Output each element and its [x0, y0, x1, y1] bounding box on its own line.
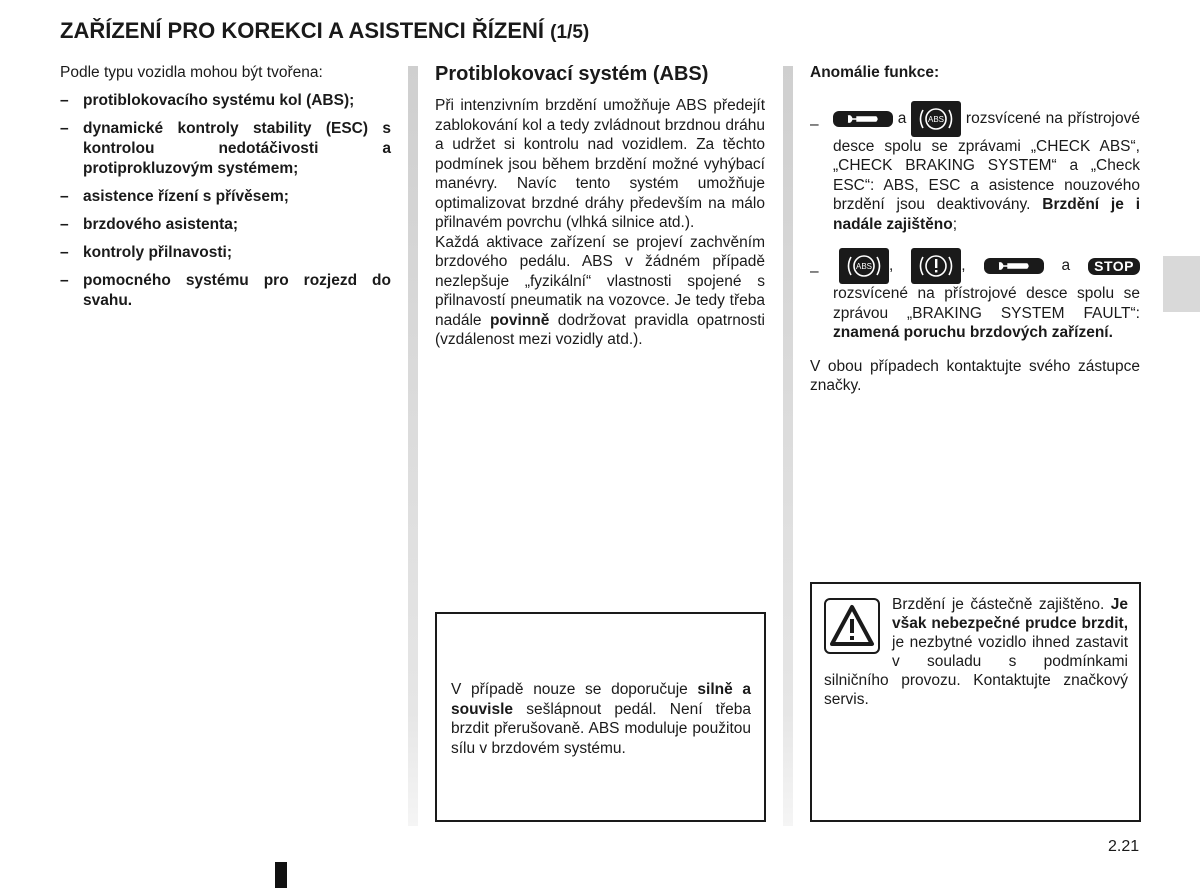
- emergency-note-box: [435, 612, 766, 822]
- list-item: – kontroly přilnavosti;: [60, 244, 232, 261]
- page-title: ZAŘÍZENÍ PRO KOREKCI A ASISTENCI ŘÍZENÍ (1/5): [60, 18, 590, 43]
- abs-section: [435, 62, 765, 350]
- malfunction-entry: – ABS , , a STOP rozsvícené na přístrojové desce spolu se zprávou „BRAKING SYSTEM FAULT“: znamená poruchu brzdových zařízení.: [810, 248, 1140, 343]
- stop-warning-icon: STOP: [1088, 258, 1140, 275]
- wrench-warning-icon: [833, 111, 893, 127]
- brake-warning-icon: [911, 248, 961, 284]
- chapter-tab-marker: [1163, 256, 1200, 312]
- crop-mark: [275, 862, 287, 888]
- malfunction-section: [810, 63, 1140, 396]
- abs-warning-icon: [911, 101, 961, 137]
- list-item: – pomocného systému pro rozjezd do svahu.: [60, 272, 391, 309]
- list-item: – brzdového asistenta;: [60, 216, 239, 233]
- list-item: – asistence řízení s přívěsem;: [60, 188, 289, 205]
- device-list: [60, 91, 391, 311]
- malfunction-entry: – a ABS rozsvícené na přístrojové desce spolu se zprávami „CHECK ABS“, „CHECK BRAKING SYSTEM“ a „Check ESC“: ABS, ESC a asistence nouzového brzdění jsou deaktivovány. Brzdění je i nadále zajištěno;: [810, 101, 1140, 235]
- contact-dealer-text: V obou případech kontaktujte svého zástupce značky.: [810, 357, 1140, 394]
- column-divider: [408, 66, 418, 826]
- emergency-note-text: V případě nouze se doporučuje silně a souvisle sešlápnout pedál. Není třeba brzdit přerušovaně. ABS moduluje použitou sílu v brzdovém systému.: [451, 681, 752, 757]
- list-item: – protiblokovacího systému kol (ABS);: [60, 92, 355, 109]
- abs-paragraph: Při intenzivním brzdění umožňuje ABS předejít zablokování kol a tedy zvládnout brzdnou dráhu a udržet si kontrolu nad vozidlem. Za těchto podmínek jsou během brzdění možné vyhýbací manévry. Navíc tento systém umožňuje optimalizovat brzdné dráhy především na málo přilnavém povrchu (vlhká silnice atd.).: [435, 97, 765, 231]
- wrench-warning-icon: [984, 258, 1044, 274]
- warning-text: Brzdění je částečně zajištěno. Je však nebezpečné prudce brzdit, je nezbytné vozidlo ihned zastavit v souladu s podmínkami silničního provozu. Kontaktujte značkový servis.: [824, 596, 1128, 708]
- abs-warning-icon: [839, 248, 889, 284]
- svg-text:ABS: ABS: [928, 114, 945, 124]
- list-item: – dynamické kontroly stability (ESC) s kontrolou nedotáčivosti a protiprokluzovým systémem;: [60, 120, 391, 177]
- svg-text:ABS: ABS: [855, 262, 873, 271]
- section-heading: Protiblokovací systém (ABS): [435, 63, 709, 85]
- column-divider: [783, 66, 793, 826]
- title-part: (1/5): [550, 22, 590, 43]
- abs-paragraph-2: Každá aktivace zařízení se projeví zachvěním brzdového pedálu. ABS v žádném případě nezlepšuje „fyzikální“ vlastnosti spojené s přilnavostí pneumatik na vozovce. Je tedy třeba nadále povinně dodržovat pravidla opatrnosti (vzdálenost mezi vozidly atd.).: [435, 233, 765, 348]
- warning-box: [810, 582, 1141, 822]
- intro-text: Podle typu vozidla mohou být tvořena:: [60, 64, 323, 81]
- malfunction-heading: Anomálie funkce:: [810, 64, 940, 81]
- page-number: 2.21: [1108, 838, 1140, 855]
- intro-column: [60, 63, 391, 319]
